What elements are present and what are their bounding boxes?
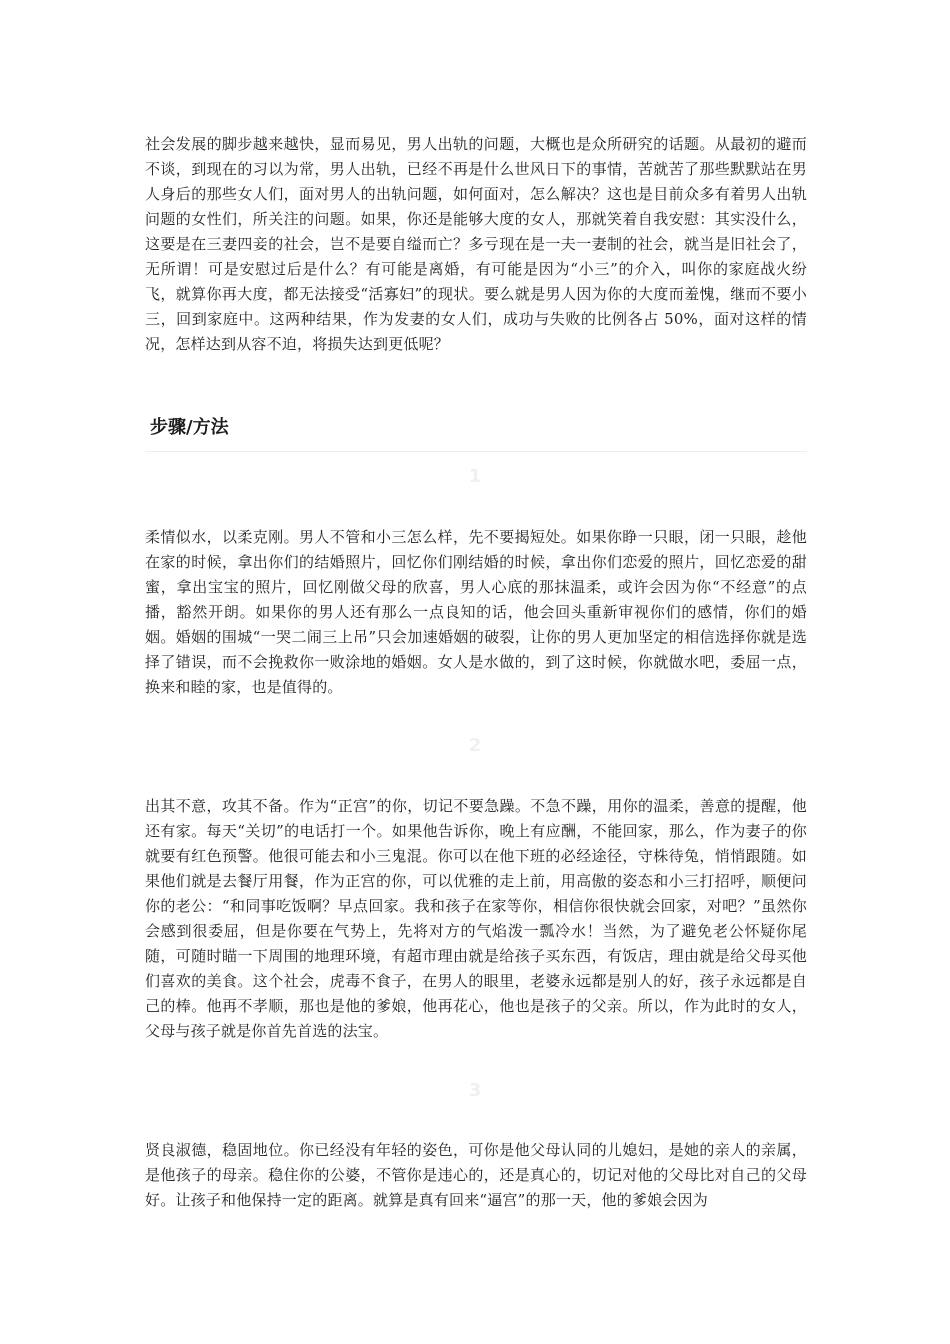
- step-number-1: 1: [468, 466, 482, 487]
- step-3-paragraph: 贤良淑德，稳固地位。你已经没有年轻的姿色，可你是他父母认同的儿媳妇，是她的亲人的亲属，是他孩子的母亲。稳住你的公婆，不管你是违心的，还是真心的，切记对他的父母比对自己的父母好。让孩子和他保持一定的距离。就算是真有回来“逼宫”的那一天，他的爹娘会因为: [145, 1141, 807, 1209]
- intro-paragraph: 社会发展的脚步越来越快，显而易见，男人出轨的问题，大概也是众所研究的话题。从最初的避而不谈，到现在的习以为常，男人出轨，已经不再是什么世风日下的事情，苦就苦了那些默默站在男人身后的那些女人们，面对男人的出轨问题，如何面对，怎么解决？这也是目前众多有着男人出轨问题的女性们，所关注的问题。如果，你还是能够大度的女人，那就笑着自我安慰：其实没什么，这要是在三妻四妾的社会，岂不是要自缢而亡？多亏现在是一夫一妻制的社会，就当是旧社会了，无所谓！可是安慰过后是什么？有可能是离婚，有可能是因为“小三”的介入，叫你的家庭战火纷飞，就算你再大度，都无法接受“活寡妇”的现状。要么就是男人因为你的大度而羞愧，继而不要小三，回到家庭中。这两种结果，作为发妻的女人们，成功与失败的比例各占 50%，面对这样的情况，怎样达到从容不迫，将损失达到更低呢？: [145, 135, 807, 353]
- step-2-paragraph: 出其不意，攻其不备。作为“正宫”的你，切记不要急躁。不急不躁，用你的温柔，善意的提醒，他还有家。每天“关切”的电话打一个。如果他告诉你，晚上有应酬，不能回家，那么，作为妻子的你就要有红色预警。他很可能去和小三鬼混。你可以在他下班的必经途径，守株待兔，悄悄跟随。如果他们就是去餐厅用餐，作为正宫的你，可以优雅的走上前，用高傲的姿态和小三打招呼，顺便问你的老公：“和同事吃饭啊？早点回家。我和孩子在家等你，相信你很快就会回家，对吧？”虽然你会感到很委屈，但是你要在气势上，先将对方的气焰泼一瓢冷水！当然，为了避免老公怀疑你尾随，可随时瞄一下周围的地理环境，有超市理由就是给孩子买东西，有饭店，理由就是给父母买他们喜欢的美食。这个社会，虎毒不食子，在男人的眼里，老婆永远都是别人的好，孩子永远都是自己的棒。他再不孝顺，那也是他的爹娘，他再花心，他也是孩子的父亲。所以，作为此时的女人，父母与孩子就是你首先首选的法宝。: [145, 797, 807, 1040]
- section-heading: 步骤/方法: [150, 417, 229, 438]
- heading-divider: [145, 451, 807, 452]
- step-number-3: 3: [468, 1080, 482, 1101]
- step-1-paragraph: 柔情似水，以柔克刚。男人不管和小三怎么样，先不要揭短处。如果你睁一只眼，闭一只眼，趁他在家的时候，拿出你们的结婚照片，回忆你们刚结婚的时候，拿出你们恋爱的照片，回忆恋爱的甜蜜，拿出宝宝的照片，回忆刚做父母的欣喜，男人心底的那抹温柔，或许会因为你“不经意”的点播，豁然开朗。如果你的男人还有那么一点良知的话，他会回头重新审视你们的感情，你们的婚姻。婚姻的围城“一哭二闹三上吊”只会加速婚姻的破裂，让你的男人更加坚定的相信选择你就是选择了错误，而不会挽救你一败涂地的婚姻。女人是水做的，到了这时候，你就做水吧，委屈一点，换来和睦的家，也是值得的。: [145, 528, 807, 696]
- step-number-2: 2: [468, 735, 482, 756]
